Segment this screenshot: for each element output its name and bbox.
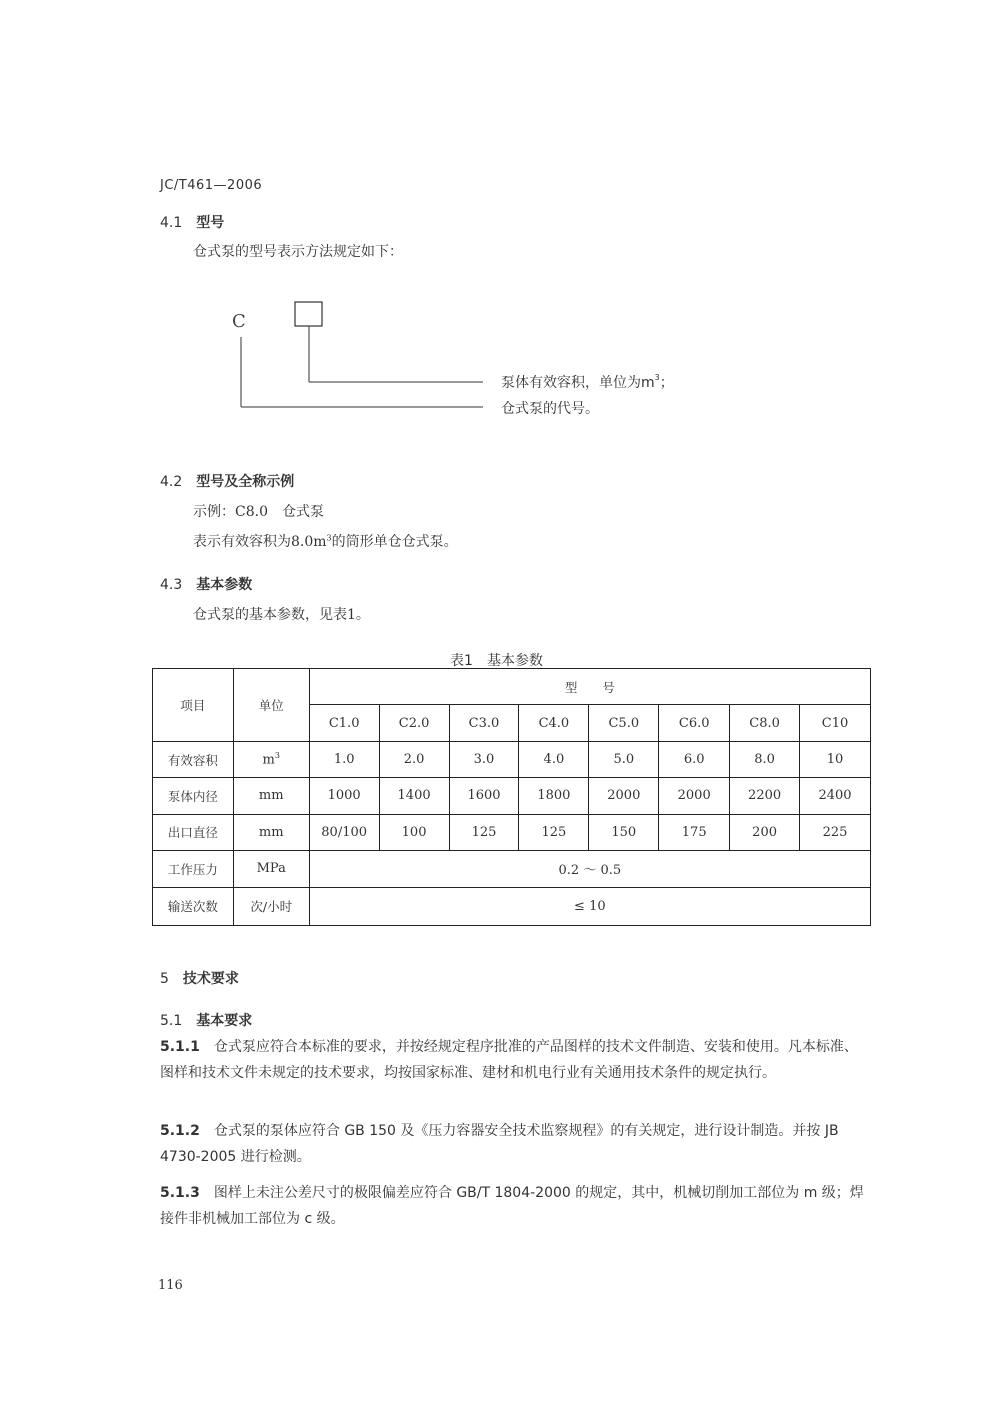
value-cell: 80/100: [309, 814, 379, 850]
value-cell: 6.0: [659, 741, 730, 777]
model-cell: C8.0: [730, 705, 800, 741]
clause-5-1-3: [160, 1180, 870, 1232]
table-row: [153, 778, 871, 814]
model-cell: C10: [800, 705, 871, 741]
section-title: 型号: [196, 215, 225, 231]
value-cell: 100: [379, 814, 449, 850]
value-cell: 125: [519, 814, 589, 850]
value-cell: 1800: [519, 778, 589, 814]
value-cell: 1400: [379, 778, 449, 814]
diagram-label-code: 仓式泵的代号。: [501, 401, 599, 417]
model-cell: C6.0: [659, 705, 730, 741]
table-row: [153, 814, 871, 850]
section-title: 技术要求: [182, 971, 239, 987]
row-item: 有效容积: [153, 741, 234, 777]
value-cell: 2000: [589, 778, 659, 814]
section-number: 5: [160, 971, 169, 987]
value-cell: 5.0: [589, 741, 659, 777]
section-number: 4.1: [160, 215, 183, 231]
value-cell-merged: 0.2 ～ 0.5: [309, 851, 870, 887]
section-title: 基本要求: [196, 1013, 253, 1029]
section-title: 型号及全称示例: [196, 474, 295, 490]
diagram-label-volume: 泵体有效容积，单位为$m^3$；: [501, 373, 674, 391]
standard-code: JC/T461—2006: [160, 178, 263, 193]
table-row: [153, 741, 871, 777]
row-unit: mm: [233, 814, 309, 850]
value-cell: 1600: [449, 778, 519, 814]
parameters-intro: 仓式泵的基本参数，见表1。: [193, 607, 370, 623]
clause-number: 5.1.2: [160, 1123, 200, 1139]
section-number: 4.2: [160, 474, 183, 490]
clause-number: 5.1.3: [160, 1185, 200, 1201]
section-number: 4.3: [160, 577, 183, 593]
clause-text: 图样上未注公差尺寸的极限偏差应符合 GB/T 1804-2000 的规定，其中，机械切削加工部位为 m 级；焊接件非机械加工部位为 c 级。: [160, 1185, 864, 1227]
model-cell: C2.0: [379, 705, 449, 741]
header-item: 项目: [153, 669, 234, 742]
clause-5-1-1: [160, 1034, 870, 1086]
section-4-2-heading: [160, 471, 294, 491]
section-number: 5.1: [160, 1013, 183, 1029]
value-cell: 1000: [309, 778, 379, 814]
model-cell: C5.0: [589, 705, 659, 741]
example-description: 表示有效容积为$8.0m^3$的筒形单仓仓式泵。: [193, 533, 458, 550]
value-cell: 125: [449, 814, 519, 850]
model-cell: C1.0: [309, 705, 379, 741]
value-cell: 150: [589, 814, 659, 850]
value-cell: 8.0: [730, 741, 800, 777]
value-cell: 2000: [659, 778, 730, 814]
model-notation-diagram: [225, 295, 705, 435]
section-title: 基本参数: [196, 577, 253, 593]
model-cell: C3.0: [449, 705, 519, 741]
diagram-box: [295, 302, 322, 326]
row-item: 工作压力: [153, 851, 234, 887]
table-row: [153, 887, 871, 925]
row-unit: MPa: [233, 851, 309, 887]
value-cell: 3.0: [449, 741, 519, 777]
value-cell: 2.0: [379, 741, 449, 777]
value-cell: 1.0: [309, 741, 379, 777]
row-unit: mm: [233, 778, 309, 814]
section-4-1-heading: [160, 212, 224, 232]
page-number: 116: [158, 1278, 183, 1293]
value-cell: 2400: [800, 778, 871, 814]
header-model: 型 号: [309, 669, 870, 705]
clause-number: 5.1.1: [160, 1039, 200, 1055]
row-item: 泵体内径: [153, 778, 234, 814]
row-item: 出口直径: [153, 814, 234, 850]
row-item: 输送次数: [153, 887, 234, 925]
value-cell: 2200: [730, 778, 800, 814]
section-5-1-heading: [160, 1010, 252, 1030]
section-5-heading: [160, 968, 239, 988]
clause-text: 仓式泵的泵体应符合 GB 150 及《压力容器安全技术监察规程》的有关规定，进行设计制造。并按 JB 4730-2005 进行检测。: [160, 1123, 839, 1165]
value-cell: 225: [800, 814, 871, 850]
table-caption: 表1 基本参数: [450, 653, 543, 669]
value-cell-merged: ≤ 10: [309, 887, 870, 925]
value-cell: 175: [659, 814, 730, 850]
row-unit: $m^3$: [233, 741, 309, 777]
table-row: [153, 851, 871, 887]
section-4-3-heading: [160, 574, 252, 594]
model-cell: C4.0: [519, 705, 589, 741]
value-cell: 4.0: [519, 741, 589, 777]
model-intro: 仓式泵的型号表示方法规定如下：: [193, 244, 403, 260]
example-line: 示例：C8.0 仓式泵: [193, 504, 324, 520]
diagram-code-letter: C: [232, 311, 246, 332]
value-cell: 10: [800, 741, 871, 777]
basic-parameters-table: [152, 668, 871, 926]
clause-text: 仓式泵应符合本标准的要求，并按经规定程序批准的产品图样的技术文件制造、安装和使用。凡本标准、图样和技术文件未规定的技术要求，均按国家标准、建材和机电行业有关通用技术条件的规定执行。: [160, 1039, 858, 1081]
row-unit: 次/小时: [233, 887, 309, 925]
value-cell: 200: [730, 814, 800, 850]
header-unit: 单位: [233, 669, 309, 742]
clause-5-1-2: [160, 1118, 870, 1170]
